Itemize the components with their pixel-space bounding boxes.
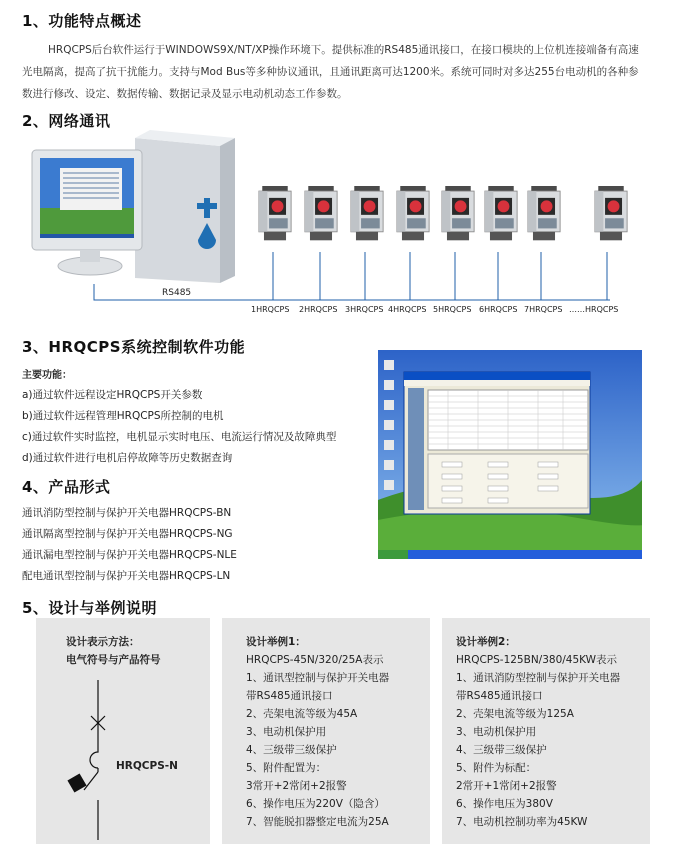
section4-heading: 4、产品形式 <box>22 478 111 496</box>
section1-para3: 数进行修改、设定、数据传输、数据记录及显示电动机动态工作参数。 <box>22 88 348 100</box>
device-label-4: 4HRQCPS <box>388 305 427 314</box>
panel3-line: 5、附件为标配： <box>456 762 537 774</box>
device-label-1: 1HRQCPS <box>251 305 290 314</box>
panel3-line: 2常开+1常闭+2报警 <box>456 780 557 792</box>
feature-item: b)通过软件远程管理HRQCPS所控制的电机 <box>22 410 224 422</box>
design-example-2-panel <box>442 618 650 844</box>
panel1-symbol-label: HRQCPS-N <box>116 760 178 772</box>
section1-para2: 光电隔离，提高了抗干扰能力。支持与Mod Bus等多种协议通讯，且通讯距离可达1200米。系统可同时对多达255台电动机的各种参 <box>22 66 639 78</box>
panel2-line: 6、操作电压为220V（隐含） <box>246 798 385 810</box>
panel2-line: 3、电动机保护用 <box>246 726 327 738</box>
device-label-5: 5HRQCPS <box>433 305 472 314</box>
hrqcps-device-6 <box>480 186 522 242</box>
section1-heading: 1、功能特点概述 <box>22 12 142 30</box>
panel1-title1: 设计表示方法： <box>66 636 140 648</box>
panel1-title2: 电气符号与产品符号 <box>66 654 161 666</box>
panel3-line: 4、三级带三级保护 <box>456 744 547 756</box>
hrqcps-device-3 <box>346 186 388 242</box>
product-item: 通讯隔离型控制与保护开关电器HRQCPS-NG <box>22 528 233 540</box>
panel3-model: HRQCPS-125BN/380/45KW表示 <box>456 654 618 666</box>
device-label-6: 6HRQCPS <box>479 305 518 314</box>
device-label-7: 7HRQCPS <box>524 305 563 314</box>
panel2-line: 2、壳架电流等级为45A <box>246 708 358 720</box>
panel2-line: 3常开+2常闭+2报警 <box>246 780 347 792</box>
device-label-2: 2HRQCPS <box>299 305 338 314</box>
panel2-line: 5、附件配置为： <box>246 762 327 774</box>
bus-label: RS485 <box>162 288 192 298</box>
hrqcps-device-7 <box>523 186 565 242</box>
section3-subheading: 主要功能： <box>22 370 72 381</box>
product-item: 通讯消防型控制与保护开关电器HRQCPS-BN <box>22 507 232 519</box>
panel3-line: 3、电动机保护用 <box>456 726 537 738</box>
panel3-title: 设计举例2： <box>456 636 516 648</box>
hrqcps-device-1 <box>254 186 296 242</box>
section2-heading: 2、网络通讯 <box>22 112 111 130</box>
panel2-line: 7、智能脱扣器整定电流为25A <box>246 816 389 828</box>
section1-para1: HRQCPS后台软件运行于WINDOWS9X/NT/XP操作环境下。提供标准的RS485通讯接口，在接口模块的上位机连接端备有高速 <box>48 44 639 56</box>
product-item: 通讯漏电型控制与保护开关电器HRQCPS-NLE <box>22 549 237 561</box>
panel3-line: 带RS485通讯接口 <box>456 690 543 702</box>
feature-item: c)通过软件实时监控，电机显示实时电压、电流运行情况及故障典型 <box>22 431 337 443</box>
product-item: 配电通讯型控制与保护开关电器HRQCPS-LN <box>22 570 231 582</box>
hrqcps-device-2 <box>300 186 342 242</box>
panel2-model: HRQCPS-45N/320/25A表示 <box>246 654 384 666</box>
section3-heading: 3、HRQCPS系统控制软件功能 <box>22 338 246 356</box>
panel2-line: 1、通讯型控制与保护开关电器 <box>246 672 390 684</box>
panel3-line: 7、电动机控制功率为45KW <box>456 816 588 828</box>
panel3-line: 1、通讯消防型控制与保护开关电器 <box>456 672 621 684</box>
panel3-line: 2、壳架电流等级为125A <box>456 708 574 720</box>
panel2-line: 带RS485通讯接口 <box>246 690 333 702</box>
design-method-panel <box>36 618 210 844</box>
rs485-bus <box>0 0 688 320</box>
device-label-3: 3HRQCPS <box>345 305 384 314</box>
feature-item: a)通过软件远程设定HRQCPS开关参数 <box>22 389 203 401</box>
hrqcps-device-5 <box>437 186 479 242</box>
software-screenshot <box>378 350 642 559</box>
panel2-title: 设计举例1： <box>246 636 306 648</box>
hrqcps-device-8 <box>590 186 632 242</box>
hrqcps-device-4 <box>392 186 434 242</box>
feature-item: d)通过软件进行电机启停故障等历史数据查询 <box>22 452 233 464</box>
device-label-n: ……HRQCPS <box>569 305 619 314</box>
panel3-line: 6、操作电压为380V <box>456 798 553 810</box>
section5-heading: 5、设计与举例说明 <box>22 599 157 617</box>
design-example-1-panel <box>222 618 430 844</box>
panel2-line: 4、三级带三级保护 <box>246 744 337 756</box>
